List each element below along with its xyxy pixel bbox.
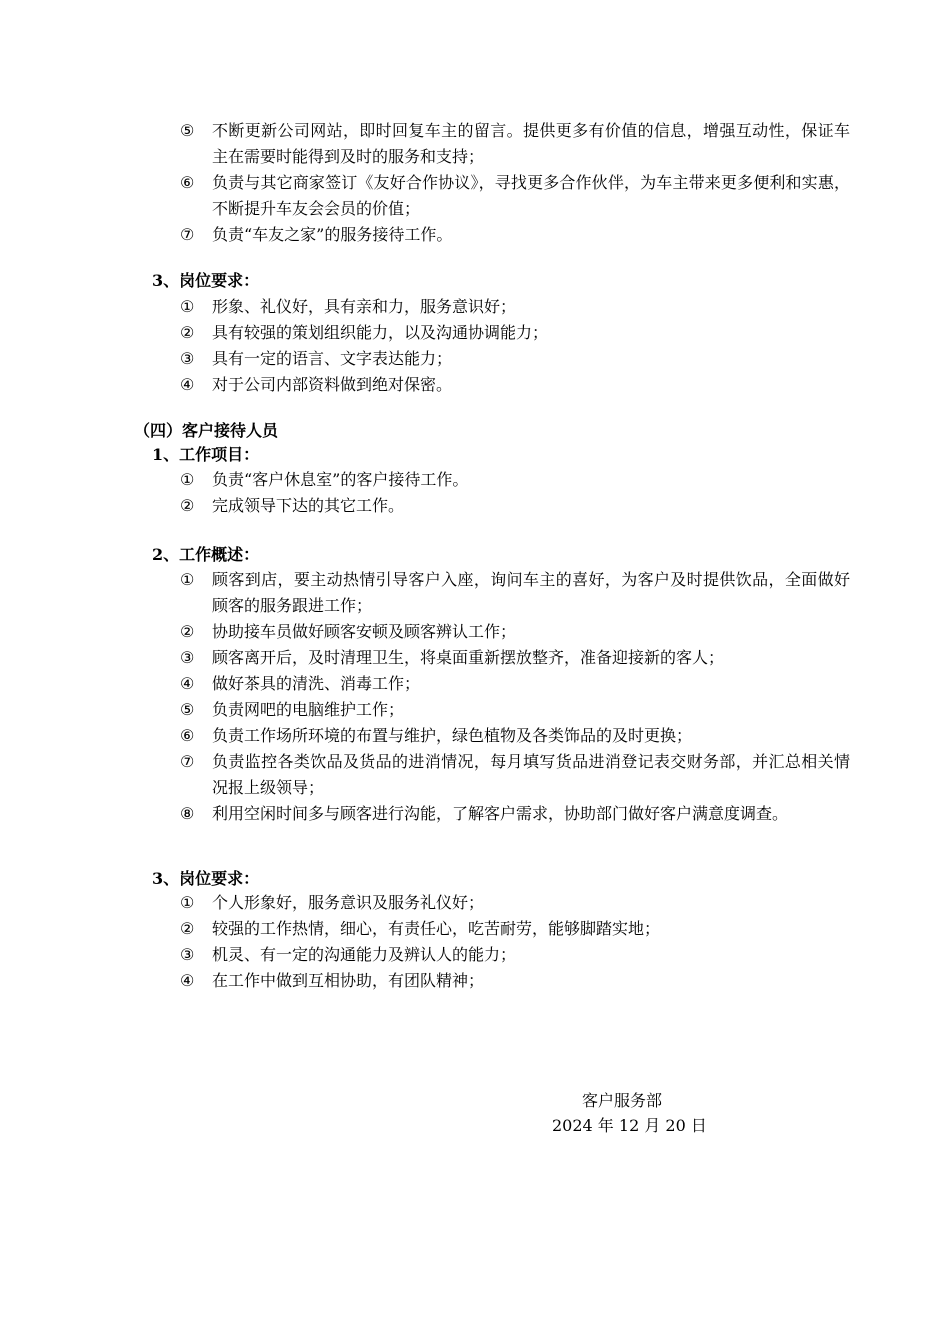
list-item-number: ③ (180, 945, 195, 964)
list-item-number: ⑦ (180, 752, 195, 771)
reception-requirements-list (180, 890, 850, 994)
list-item-number: ⑧ (180, 804, 195, 823)
list-item-number: ③ (180, 648, 195, 667)
list-item-text: 在工作中做到互相协助，有团队精神； (212, 971, 485, 990)
list-item (180, 372, 850, 398)
job-requirements-list (180, 294, 850, 398)
list-item (180, 645, 850, 671)
list-item-number: ④ (180, 971, 195, 990)
list-item (180, 890, 850, 916)
list-item (180, 170, 850, 222)
list-item-number: ② (180, 323, 195, 342)
list-item (180, 942, 850, 968)
list-item-number: ⑥ (180, 726, 195, 745)
work-overview-list (180, 567, 850, 827)
list-item-text: 较强的工作热情，细心，有责任心，吃苦耐劳，能够脚踏实地； (212, 919, 661, 938)
list-item (180, 916, 850, 942)
list-item (180, 467, 850, 493)
list-item-number: ② (180, 496, 195, 515)
work-items-list (180, 467, 850, 519)
work-items-heading: 1、工作项目： (152, 445, 260, 464)
list-item-text: 完成领导下达的其它工作。 (212, 496, 405, 515)
signature-department: 客户服务部 (582, 1091, 663, 1110)
work-overview-heading: 2、工作概述： (152, 545, 260, 564)
list-item-number: ① (180, 470, 195, 489)
list-item-number: ④ (180, 674, 195, 693)
list-item (180, 222, 850, 248)
list-item (180, 619, 850, 645)
list-item-number: ② (180, 919, 195, 938)
list-item-number: ⑥ (180, 173, 195, 192)
list-item-text: 协助接车员做好顾客安顿及顾客辨认工作； (212, 622, 517, 641)
list-item (180, 697, 850, 723)
list-item-text: 负责“车友之家”的服务接待工作。 (212, 225, 453, 244)
list-item-number: ⑤ (180, 700, 195, 719)
list-item-text: 形象、礼仪好，具有亲和力，服务意识好； (212, 297, 517, 316)
list-item-text: 负责监控各类饮品及货品的进消情况，每月填写货品进消登记表交财务部，并汇总相关情况报上级领导； (212, 752, 850, 797)
list-item-text: 具有较强的策划组织能力，以及沟通协调能力； (212, 323, 549, 342)
list-item (180, 294, 850, 320)
list-item-text: 负责与其它商家签订《友好合作协议》，寻找更多合作伙伴，为车主带来更多便利和实惠，不断提升车友会会员的价值； (212, 173, 850, 218)
list-item-text: 利用空闲时间多与顾客进行沟能，了解客户需求，协助部门做好客户满意度调查。 (212, 804, 789, 823)
list-item-text: 顾客到店，要主动热情引导客户入座，询问车主的喜好，为客户及时提供饮品，全面做好顾客的服务跟进工作； (212, 570, 850, 615)
list-item-text: 负责“客户休息室”的客户接待工作。 (212, 470, 469, 489)
list-item-number: ⑤ (180, 121, 195, 140)
list-item (180, 118, 850, 170)
list-item (180, 671, 850, 697)
list-item (180, 749, 850, 801)
list-item (180, 801, 850, 827)
list-item-text: 不断更新公司网站，即时回复车主的留言。提供更多有价值的信息，增强互动性，保证车主在需要时能得到及时的服务和支持； (212, 121, 850, 166)
job-requirements-heading: 3、岗位要求： (152, 271, 260, 290)
list-item (180, 723, 850, 749)
list-item (180, 493, 850, 519)
list-item-text: 个人形象好，服务意识及服务礼仪好； (212, 893, 485, 912)
section-title-customer-reception: （四）客户接待人员 (134, 421, 279, 440)
list-item-text: 做好茶具的清洗、消毒工作； (212, 674, 421, 693)
list-item-text: 顾客离开后，及时清理卫生，将桌面重新摆放整齐，准备迎接新的客人； (212, 648, 725, 667)
list-item-number: ④ (180, 375, 195, 394)
list-item-number: ② (180, 622, 195, 641)
list-item-number: ③ (180, 349, 195, 368)
list-item-text: 对于公司内部资料做到绝对保密。 (212, 375, 453, 394)
list-item (180, 346, 850, 372)
job-duties-list-continued (180, 118, 850, 248)
list-item-text: 机灵、有一定的沟通能力及辨认人的能力； (212, 945, 517, 964)
list-item (180, 968, 850, 994)
list-item-number: ① (180, 297, 195, 316)
list-item (180, 320, 850, 346)
list-item (180, 567, 850, 619)
reception-requirements-heading: 3、岗位要求： (152, 869, 260, 888)
list-item-number: ① (180, 893, 195, 912)
list-item-text: 负责网吧的电脑维护工作； (212, 700, 405, 719)
signature-date: 2024 年 12 月 20 日 (552, 1116, 707, 1135)
list-item-text: 负责工作场所环境的布置与维护，绿色植物及各类饰品的及时更换； (212, 726, 693, 745)
list-item-text: 具有一定的语言、文字表达能力； (212, 349, 453, 368)
list-item-number: ① (180, 570, 195, 589)
list-item-number: ⑦ (180, 225, 195, 244)
